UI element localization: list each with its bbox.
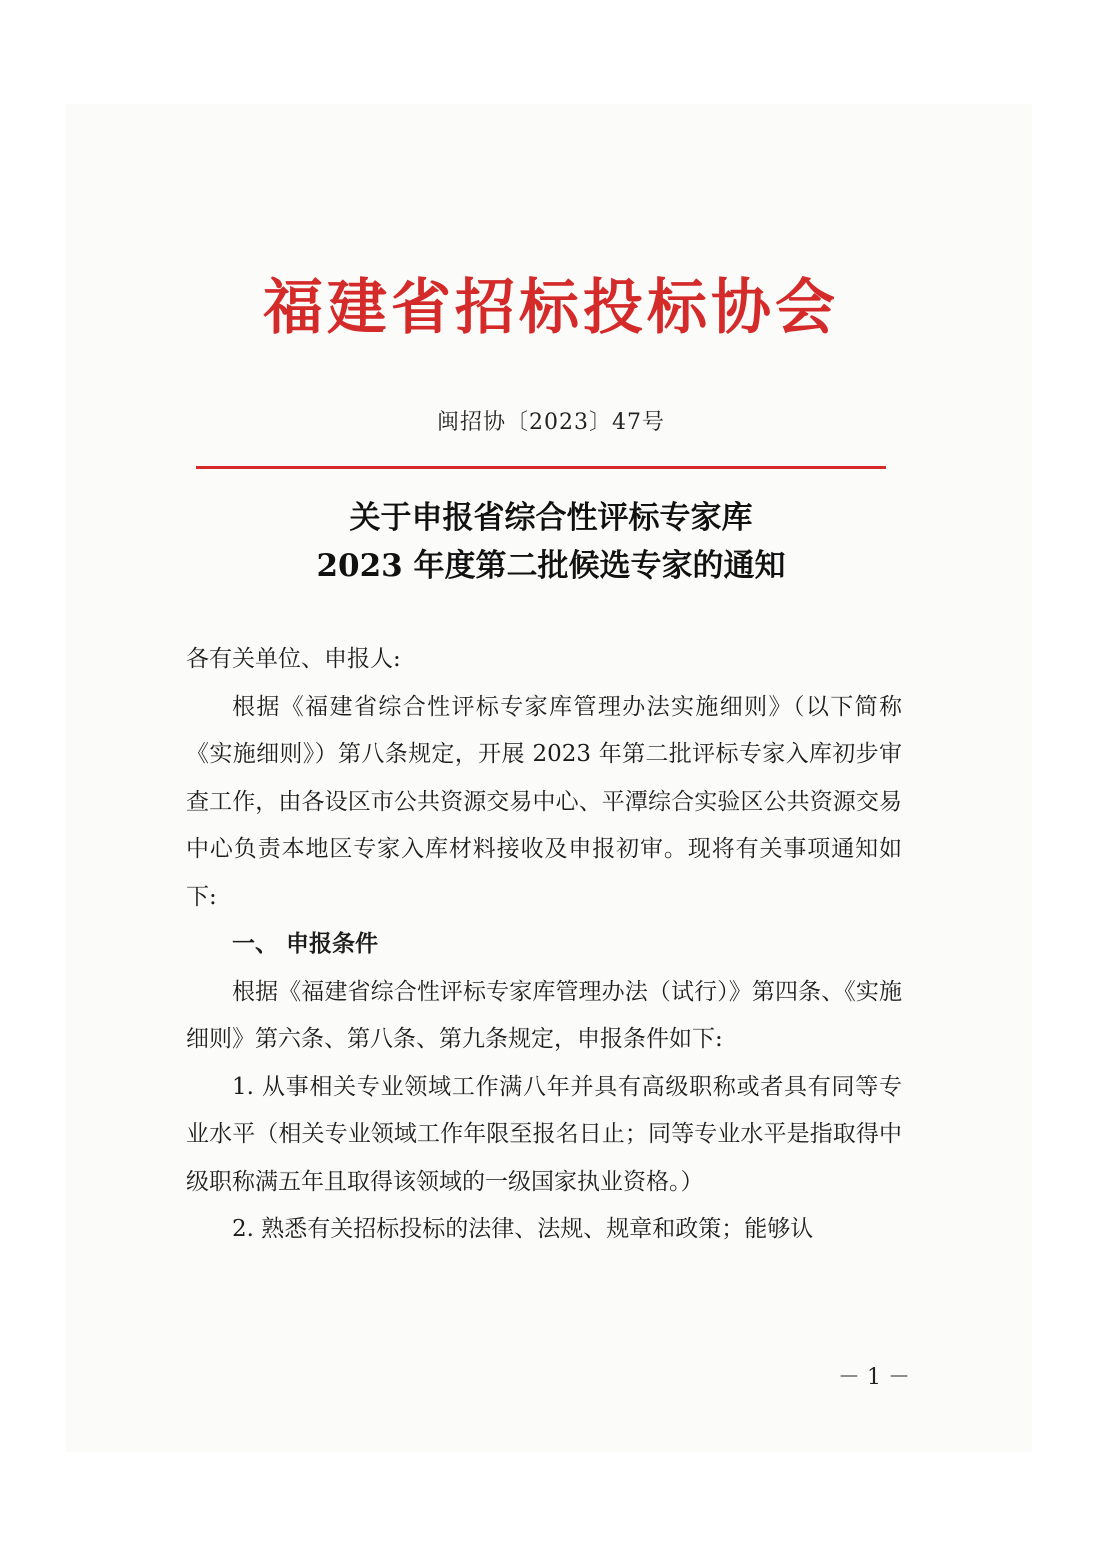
- red-header-rule: [196, 466, 886, 469]
- section-heading-conditions: 一、 申报条件: [232, 931, 379, 957]
- body-text: [186, 636, 902, 1254]
- notice-title-line-1: 关于申报省综合性评标专家库: [349, 500, 753, 536]
- salutation: 各有关单位、申报人:: [186, 646, 401, 672]
- condition-item-2: 2. 熟悉有关招标投标的法律、法规、规章和政策；能够认: [232, 1216, 814, 1242]
- org-title: 福建省招标投标协会: [263, 273, 839, 343]
- paragraph-conditions: 根据《福建省综合性评标专家库管理办法（试行）》第四条、《实施细则》第六条、第八条、第九条规定，申报条件如下:: [186, 978, 902, 1052]
- notice-title: [0, 494, 1102, 590]
- page-number: － 1 －: [838, 1365, 910, 1390]
- doc-number: 闽招协〔2023〕47号: [437, 410, 665, 435]
- condition-item-1: 1. 从事相关专业领域工作满八年并具有高级职称或者具有同等专业水平（相关专业领域工作年限至报名日止；同等专业水平是指取得中级职称满五年且取得该领域的一级国家执业资格。）: [186, 1073, 902, 1195]
- notice-title-line-2: 2023 年度第二批候选专家的通知: [316, 548, 786, 584]
- paragraph-intro: 根据《福建省综合性评标专家库管理办法实施细则》（以下简称《实施细则》）第八条规定，开展 2023 年第二批评标专家入库初步审查工作，由各设区市公共资源交易中心、平潭综合实验区公共资源交易中心负责本地区专家入库材料接收及申报初审。现将有关事项通知如下:: [186, 693, 902, 910]
